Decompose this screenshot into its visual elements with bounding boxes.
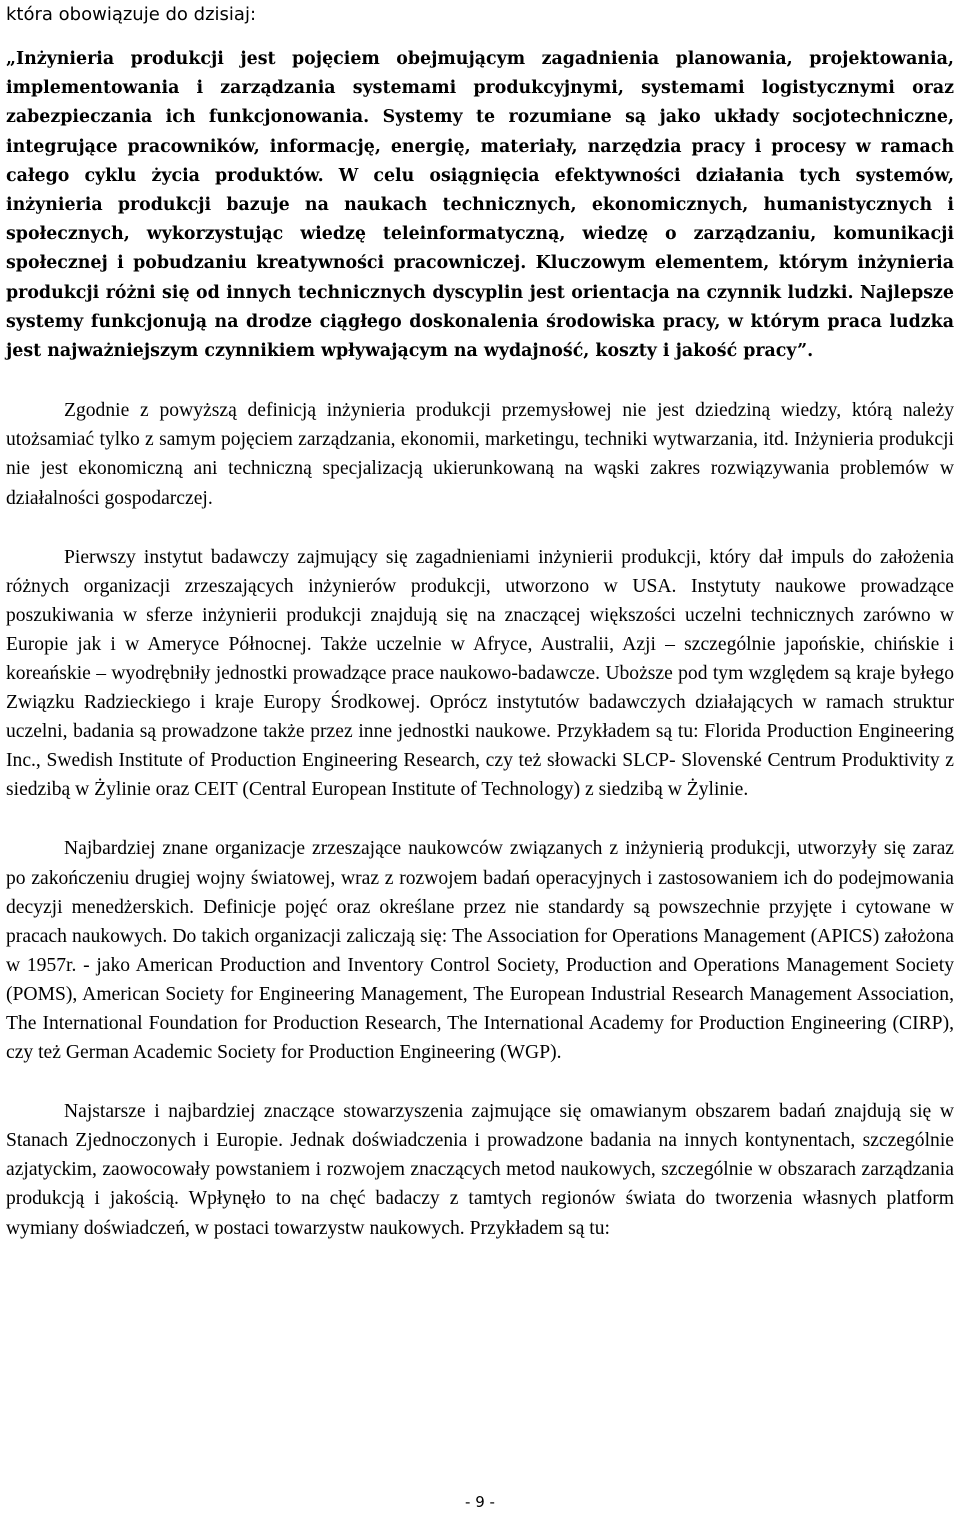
page-number: - 9 - bbox=[465, 1493, 495, 1511]
paragraph-research-institutes: Pierwszy instytut badawczy zajmujący się zagadnieniami inżynierii produkcji, który dał impuls do założenia różnych organizacji zrzeszających inżynierów produkcji, utworzono w USA. Instytuty naukowe prowadzące poszukiwania w sferze inżynierii produkcji znajdują się na znaczącej większości uczelni technicznych zarówno w Europie jak i w Ameryce Północnej. Także uczelnie w Afryce, Australii, Azji – szczególnie japońskie, chińskie i koreańskie – wyodrębniły jednostki prowadzące prace naukowo-badawcze. Uboższe pod tym względem są kraje byłego Związku Radzieckiego i kraje Europy Środkowej. Oprócz instytutów badawczych działających w ramach struktur uczelni, badania są prowadzone także przez inne jednostki naukowe. Przykładem są tu: Florida Production Engineering Inc., Swedish Institute of Production Engineering Research, czy też słowacki SLCP- Slovenské Centrum Produktivity z siedzibą w Żylinie oraz CEIT (Central European Institute of Technology) z siedzibą w Żylinie. bbox=[6, 546, 954, 801]
document-page bbox=[6, 0, 954, 1243]
intro-line: która obowiązuje do dzisiaj: bbox=[6, 4, 257, 25]
paragraph-organizations: Najbardziej znane organizacje zrzeszające naukowców związanych z inżynierią produkcji, utworzyły się zaraz po zakończeniu drugiej wojny światowej, wraz z rozwojem badań operacyjnych i zastosowaniem ich do podejmowania decyzji menedżerskich. Definicje pojęć oraz określane przez nie standardy są powszechnie przyjęte i cytowane w pracach naukowych. Do takich organizacji zaliczają się: The Association for Operations Management (APICS) założona w 1957r. - jako American Production and Inventory Control Society, Production and Operations Management Society (POMS), American Society for Engineering Management, The European Industrial Research Management Association, The International Foundation for Production Research, The International Academy for Production Engineering (CIRP), czy też German Academic Society for Production Engineering (WGP). bbox=[6, 838, 954, 1064]
paragraph-associations: Najstarsze i najbardziej znaczące stowarzyszenia zajmujące się omawianym obszarem badań znajdują się w Stanach Zjednoczonych i Europie. Jednak doświadczenia i prowadzone badania na innych kontynentach, szczególnie azjatyckim, zaowocowały powstaniem i rozwojem znaczących metod naukowych, szczególnie w obszarach zarządzania produkcją i jakością. Wpłynęło to na chęć badaczy z tamtych regionów świata do tworzenia własnych platform wymiany doświadczeń, w postaci towarzystw naukowych. Przykładem są tu: bbox=[6, 1101, 954, 1239]
paragraph-definition-scope: Zgodnie z powyższą definicją inżynieria produkcji przemysłowej nie jest dziedziną wiedzy, którą należy utożsamiać tylko z samym pojęciem zarządzania, ekonomii, marketingu, techniki wytwarzania, itd. Inżynieria produkcji nie jest ekonomiczną ani techniczną specjalizacją ukierunkowaną na wąski zakres rozwiązywania problemów w działalności gospodarczej. bbox=[6, 400, 954, 509]
definition-quote: „Inżynieria produkcji jest pojęciem obejmującym zagadnienia planowania, projektowania, implementowania i zarządzania systemami produkcyjnymi, systemami logistycznymi oraz zabezpieczania ich funkcjonowania. Systemy te rozumiane są jako układy socjotechniczne, integrujące pracowników, informację, energię, materiały, narzędzia pracy i procesy w ramach całego cyklu życia produktów. W celu osiągnięcia efektywności działania tych systemów, inżynieria produkcji bazuje na naukach technicznych, ekonomicznych, humanistycznych i społecznych, wykorzystując wiedzę teleinformatyczną, wiedzę o zarządzaniu, komunikacji społecznej i pobudzaniu kreatywności pracowniczej. Kluczowym elementem, którym inżynieria produkcji różni się od innych technicznych dyscyplin jest orientacja na czynnik ludzki. Najlepsze systemy funkcjonują na drodze ciągłego doskonalenia środowiska pracy, w którym praca ludzka jest najważniejszym czynnikiem wpływającym na wydajność, koszty i jakość pracy”. bbox=[6, 49, 954, 362]
